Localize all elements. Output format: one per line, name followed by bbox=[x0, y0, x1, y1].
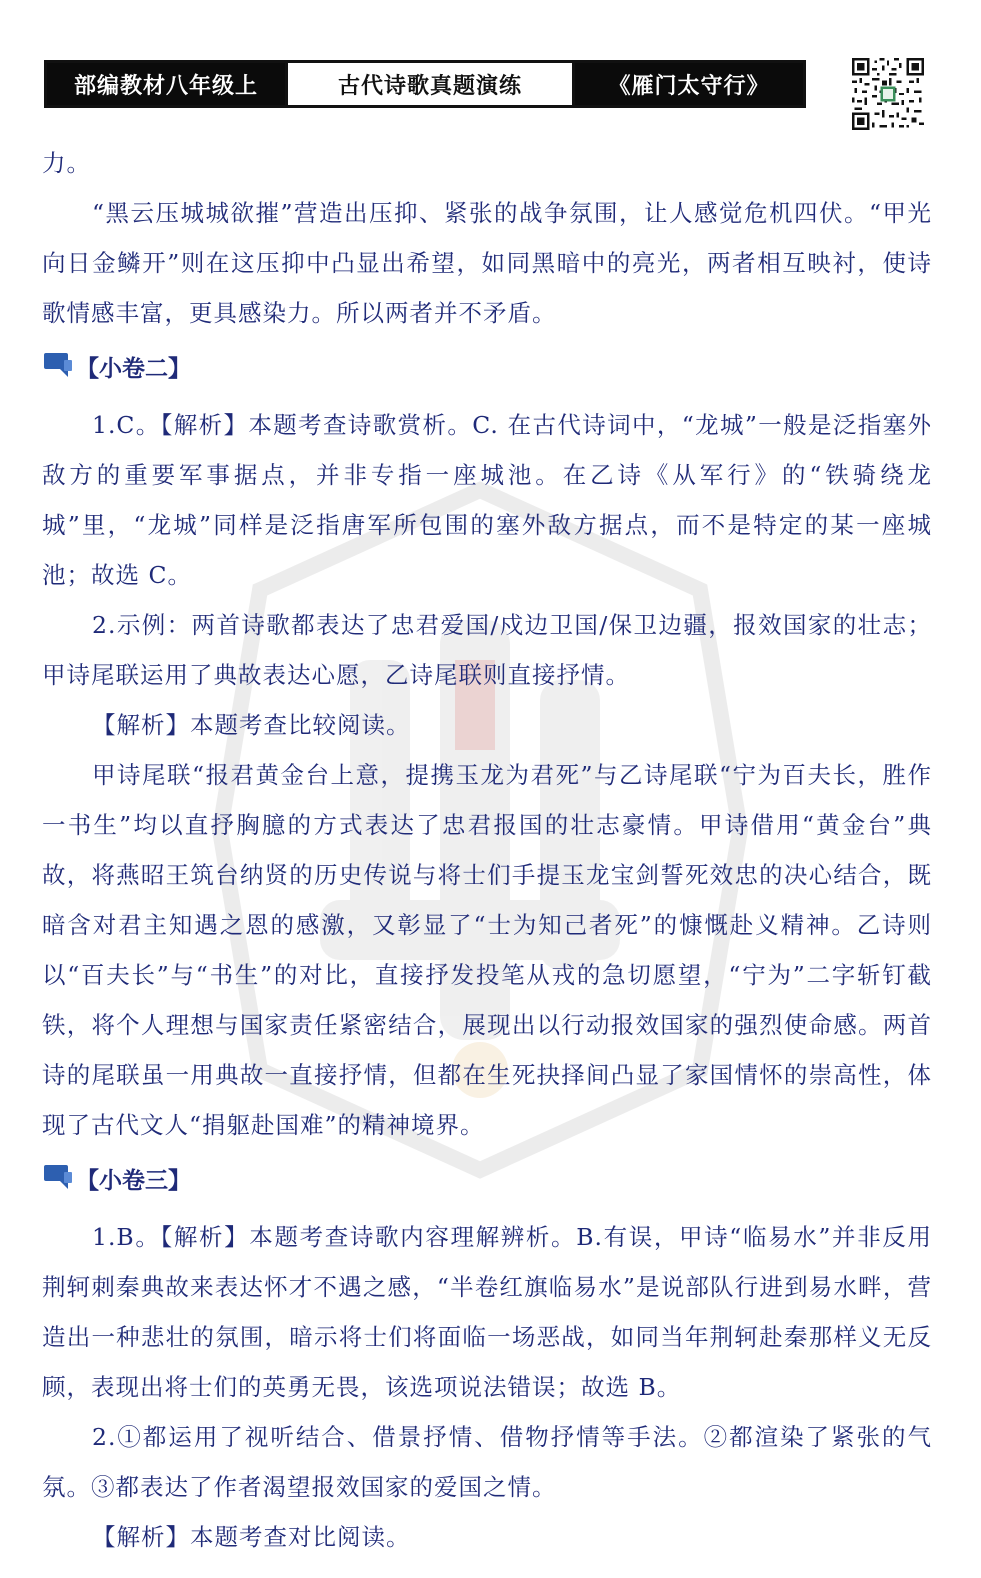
speech-bubble-icon bbox=[42, 1162, 74, 1192]
qr-code-icon[interactable] bbox=[852, 58, 924, 130]
header-grade: 部编教材八年级上 bbox=[47, 63, 285, 105]
paragraph: “黑云压城城欲摧”营造出压抑、紧张的战争氛围，让人感觉危机四伏。“甲光向日金鳞开”则在这压抑中凸显出希望，如同黑暗中的亮光，两者相互映衬，使诗歌情感丰富，更具感染力。所以两者并不矛盾。 bbox=[42, 199, 932, 327]
header-bar bbox=[44, 60, 806, 108]
header-topic: 古代诗歌真题演练 bbox=[285, 63, 575, 105]
section-heading-3 bbox=[42, 1150, 932, 1212]
section-title-3: 【小卷三】 bbox=[76, 1168, 191, 1194]
section-heading-2 bbox=[42, 338, 932, 400]
analysis-label: 【解析】本题考查对比阅读。 bbox=[92, 1523, 411, 1551]
analysis-text: 甲诗尾联“报君黄金台上意，提携玉龙为君死”与乙诗尾联“宁为百夫长，胜作一书生”均以直抒胸臆的方式表达了忠君报国的壮志豪情。甲诗借用“黄金台”典故，将燕昭王筑台纳贤的历史传说与将士们手提玉龙宝剑誓死效忠的决心结合，既暗含对君主知遇之恩的感激，又彰显了“士为知己者死”的慷慨赴义精神。乙诗则以“百夫长”与“书生”的对比，直接抒发投笔从戎的急切愿望，“宁为”二字斩钉截铁，将个人理想与国家责任紧密结合，展现出以行动报效国家的强烈使命感。两首诗的尾联虽一用典故一直接抒情，但都在生死抉择间凸显了家国情怀的崇高性，体现了古代文人“捐躯赴国难”的精神境界。 bbox=[42, 761, 932, 1139]
answer-item: 1.B。【解析】本题考查诗歌内容理解辨析。B.有误，甲诗“临易水”并非反用荆轲刺秦典故来表达怀才不遇之感，“半卷红旗临易水”是说部队行进到易水畔，营造出一种悲壮的氛围，暗示将士们将面临一场恶战，如同当年荆轲赴秦那样义无反顾，表现出将士们的英勇无畏，该选项说法错误；故选 B。 bbox=[42, 1223, 932, 1401]
section-title-2: 【小卷二】 bbox=[76, 356, 191, 382]
answer-item: 1.C。【解析】本题考查诗歌赏析。C. 在古代诗词中，“龙城”一般是泛指塞外敌方的重要军事据点，并非专指一座城池。在乙诗《从军行》的“铁骑绕龙城”里，“龙城”同样是泛指唐军所包围的塞外敌方据点，而不是特定的某一座城池；故选 C。 bbox=[42, 411, 932, 589]
speech-bubble-icon bbox=[42, 350, 74, 380]
paragraph-continued: 力。 bbox=[42, 149, 91, 177]
answer-item: 2.①都运用了视听结合、借景抒情、借物抒情等手法。②都渲染了紧张的气氛。③都表达了作者渴望报效国家的爱国之情。 bbox=[42, 1423, 932, 1501]
header-poem-title: 《雁门太守行》 bbox=[575, 63, 803, 105]
answer-content bbox=[42, 138, 932, 1562]
analysis-label: 【解析】本题考查比较阅读。 bbox=[92, 711, 411, 739]
answer-item: 2.示例：两首诗歌都表达了忠君爱国/戍边卫国/保卫边疆，报效国家的壮志；甲诗尾联运用了典故表达心愿，乙诗尾联则直接抒情。 bbox=[42, 611, 932, 689]
